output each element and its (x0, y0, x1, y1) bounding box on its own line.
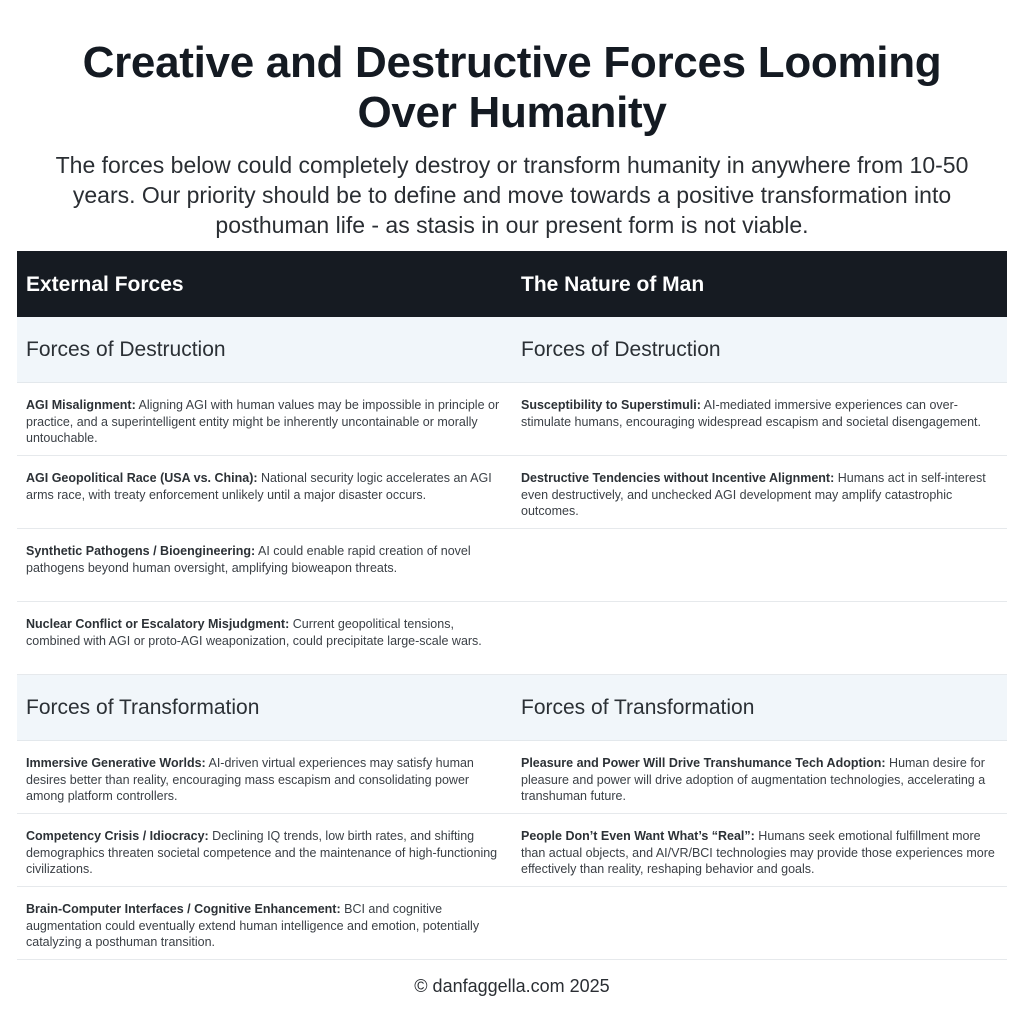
force-description: Human desire for pleasure and power will drive adoption of augmentation technologies, accelerating a transhuman future. (521, 756, 986, 803)
table-row (17, 456, 1007, 529)
force-term: Destructive Tendencies without Incentive Alignment: (521, 471, 835, 485)
force-description: Aligning AGI with human values may be impossible in principle or practice, and a superintelligent entity might be inherently uncontainable or morally untouchable. (26, 398, 500, 445)
force-description: Declining IQ trends, low birth rates, and shifting demographics threaten societal competence and the maintenance of high-functioning civilizations. (26, 829, 498, 876)
column-header-nature-of-man: The Nature of Man (521, 273, 705, 296)
page-subtitle: The forces below could completely destroy or transform humanity in anywhere from 10-50 years. Our priority should be to define and move towards a positive transformation into posthuman life - as stasis in our present form is not viable. (55, 152, 969, 238)
force-item-right (512, 383, 1007, 430)
force-item-left (17, 529, 512, 576)
force-item-left (17, 456, 512, 503)
table-row (17, 814, 1007, 887)
force-term: People Don’t Even Want What’s “Real”: (521, 829, 755, 843)
force-item-left (17, 383, 512, 447)
force-description: Humans seek emotional fulfillment more than actual objects, and AI/VR/BCI technologies may provide those experiences more effectively than reality, reshaping behavior and goals. (521, 829, 995, 876)
force-term: Nuclear Conflict or Escalatory Misjudgment: (26, 617, 290, 631)
force-term: Immersive Generative Worlds: (26, 756, 206, 770)
force-item-left (17, 602, 512, 649)
table-row (17, 383, 1007, 456)
force-item-right (512, 741, 1007, 805)
force-item-left (17, 814, 512, 878)
table-row (17, 602, 1007, 675)
section-heading-right: Forces of Destruction (521, 337, 721, 361)
force-term: Brain-Computer Interfaces / Cognitive Enhancement: (26, 902, 341, 916)
force-term: AGI Misalignment: (26, 398, 136, 412)
force-description: AI-mediated immersive experiences can over-stimulate humans, encouraging widespread escapism and societal disengagement. (521, 398, 981, 429)
force-item-right (512, 456, 1007, 520)
force-term: Synthetic Pathogens / Bioengineering: (26, 544, 256, 558)
page-title: Creative and Destructive Forces Looming Over Humanity (82, 38, 942, 137)
force-item-right (512, 814, 1007, 878)
table-row (17, 529, 1007, 602)
force-description: AI could enable rapid creation of novel pathogens beyond human oversight, amplifying bioweapon threats. (26, 544, 471, 575)
copyright-footer: © danfaggella.com 2025 (414, 976, 610, 996)
table-header (17, 251, 1007, 317)
force-description: Humans act in self-interest even destructively, and unchecked AGI development may amplify catastrophic outcomes. (521, 471, 986, 518)
force-term: Competency Crisis / Idiocracy: (26, 829, 209, 843)
force-term: AGI Geopolitical Race (USA vs. China): (26, 471, 258, 485)
force-item-right (512, 529, 1007, 543)
forces-table (17, 251, 1007, 960)
table-row (17, 887, 1007, 960)
force-item-left (17, 887, 512, 951)
section-heading-left: Forces of Destruction (26, 337, 226, 361)
table-row (17, 741, 1007, 814)
force-description: AI-driven virtual experiences may satisfy human desires better than reality, encouraging mass escapism and consolidating power among platform controllers. (26, 756, 474, 803)
force-term: Susceptibility to Superstimuli: (521, 398, 701, 412)
force-description: Current geopolitical tensions, combined with AGI or proto-AGI weaponization, could precipitate large-scale wars. (26, 617, 482, 648)
force-item-right (512, 602, 1007, 616)
section-heading-transformation (17, 675, 1007, 741)
section-heading-destruction (17, 317, 1007, 383)
force-description: BCI and cognitive augmentation could eventually extend human intelligence and emotion, potentially catalyzing a posthuman transition. (26, 902, 480, 949)
column-header-external-forces: External Forces (26, 273, 184, 296)
force-description: National security logic accelerates an AGI arms race, with treaty enforcement unlikely until a major disaster occurs. (26, 471, 492, 502)
force-term: Pleasure and Power Will Drive Transhumance Tech Adoption: (521, 756, 886, 770)
force-item-left (17, 741, 512, 805)
section-heading-left: Forces of Transformation (26, 695, 260, 719)
force-item-right (512, 887, 1007, 901)
section-heading-right: Forces of Transformation (521, 695, 755, 719)
